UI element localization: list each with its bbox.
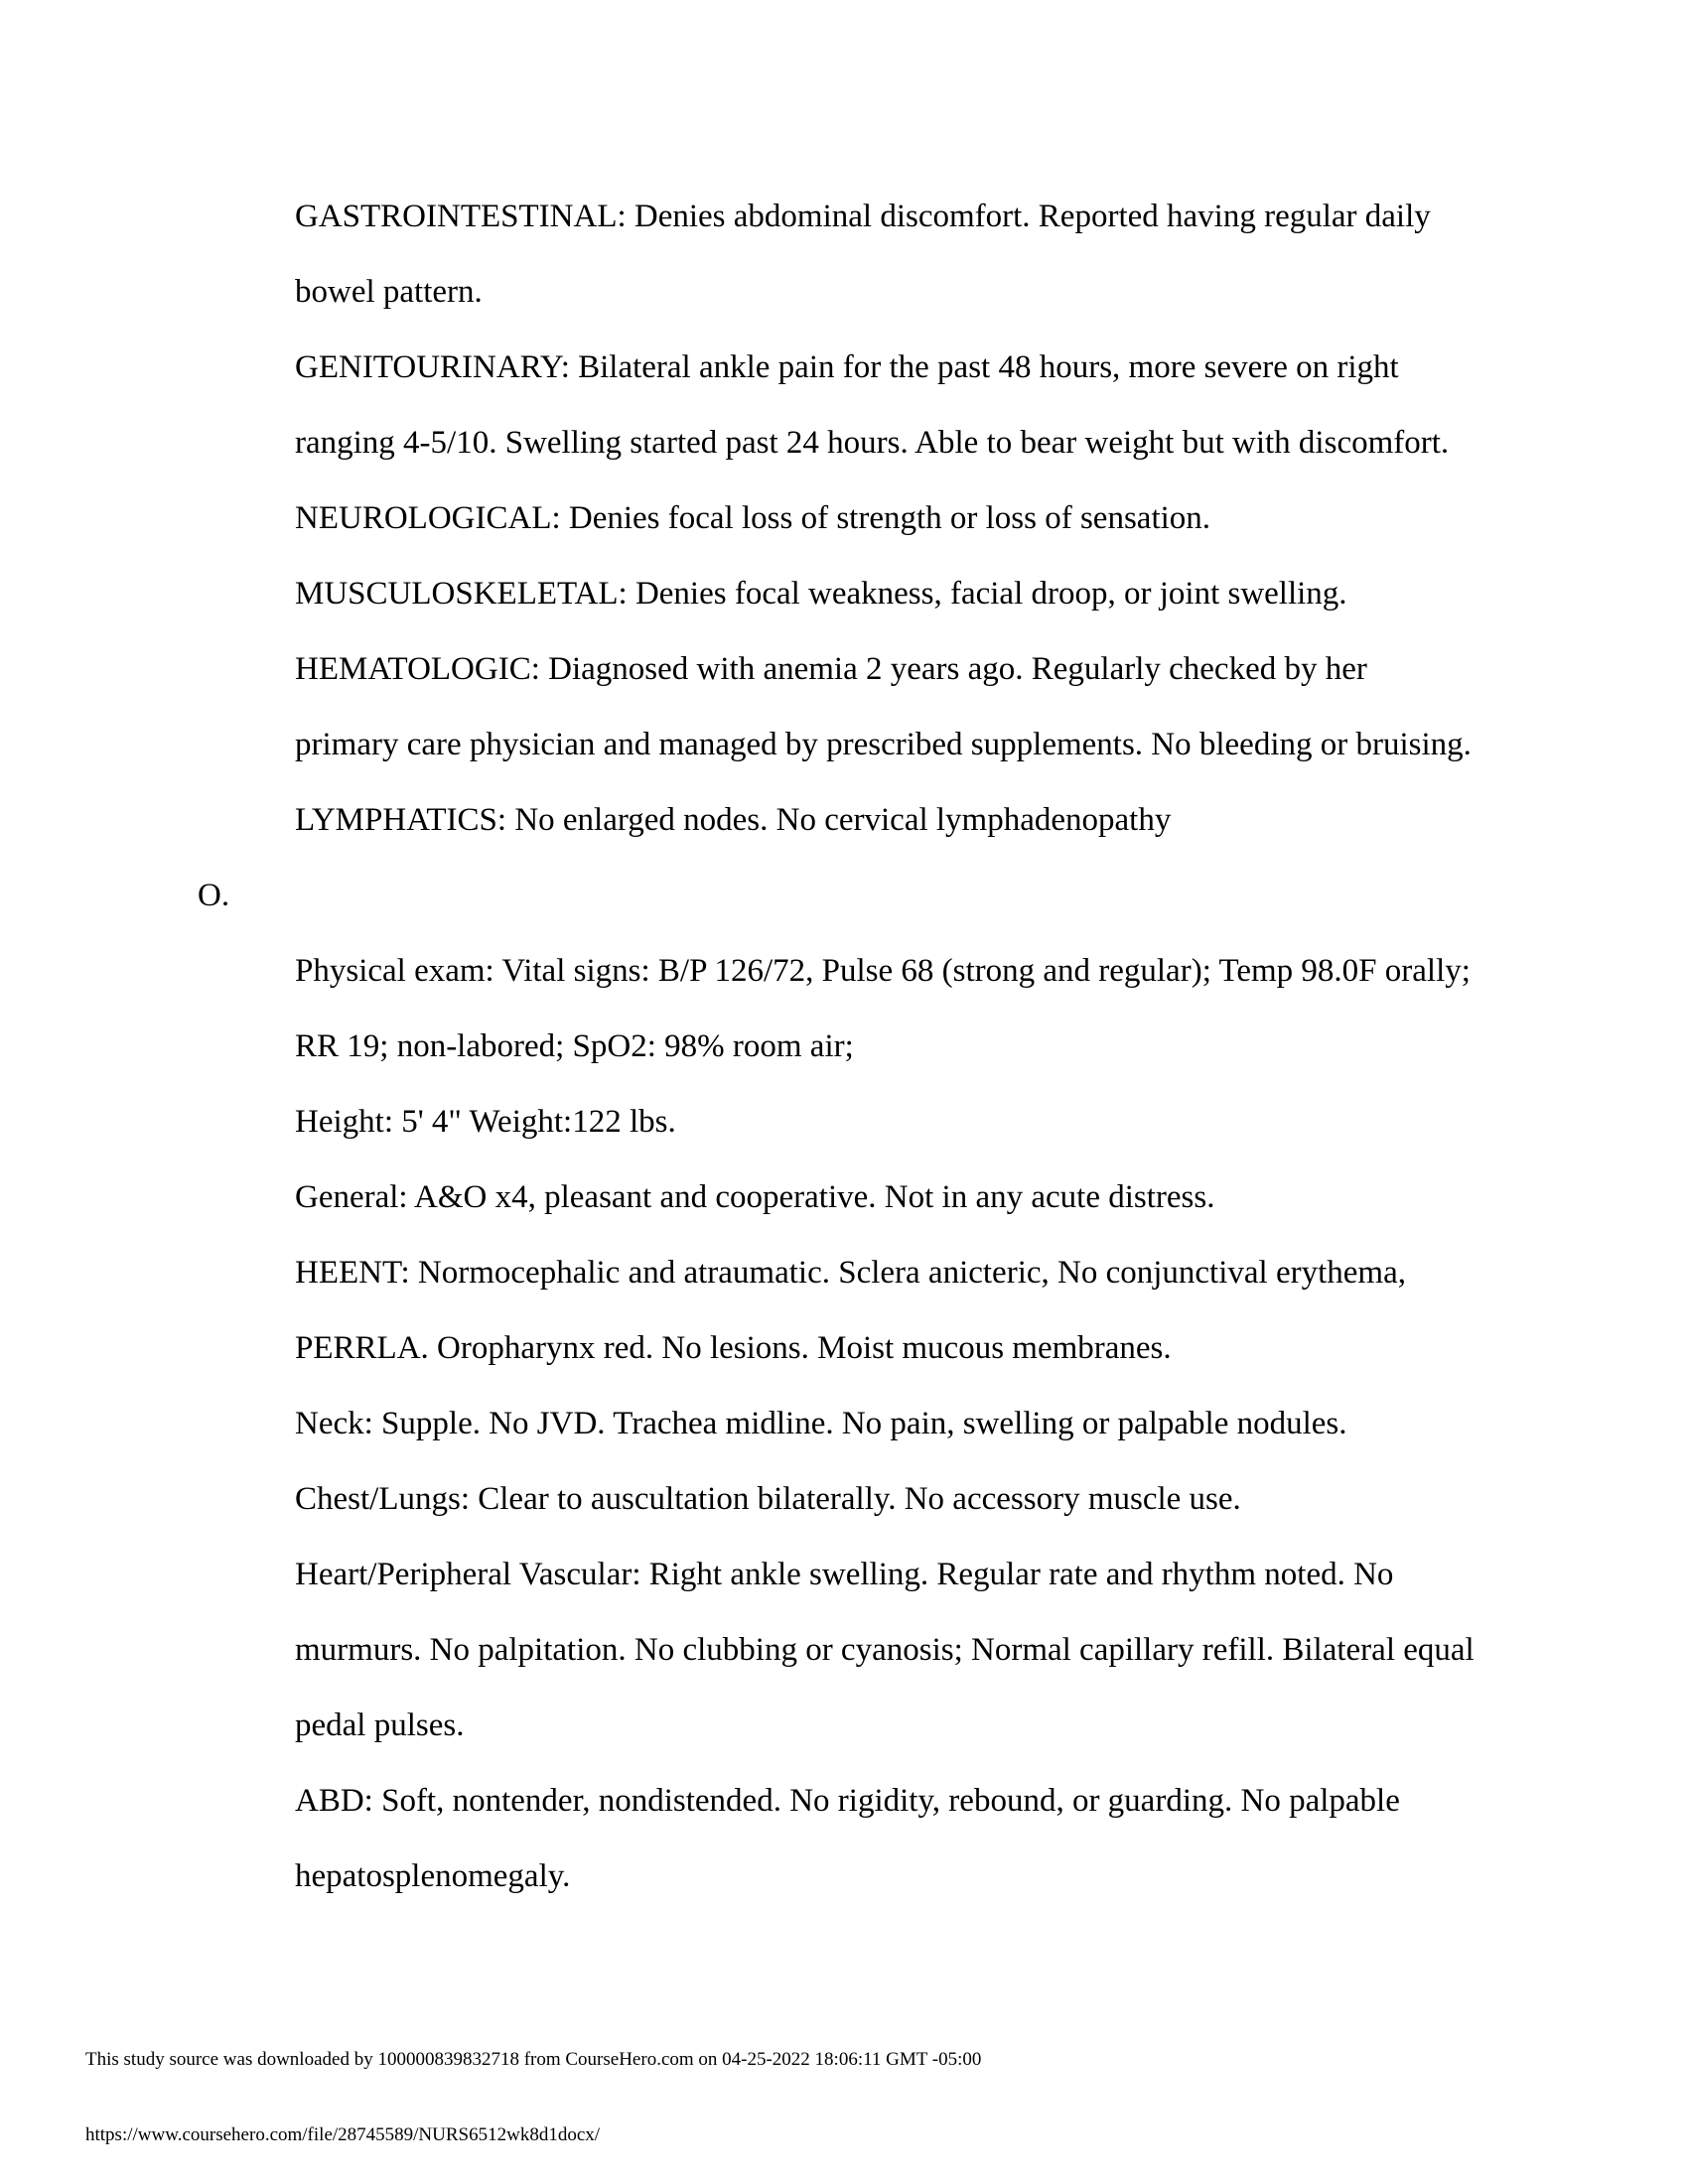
text-line: Height: 5' 4" Weight:122 lbs. — [295, 1104, 676, 1140]
download-note: This study source was downloaded by 100000839832718 from CourseHero.com on 04-25-2022 18:06:11 GMT -05:00 — [85, 2049, 982, 2070]
text-line: LYMPHATICS: No enlarged nodes. No cervical lymphadenopathy — [295, 802, 1172, 838]
text-line: hepatosplenomegaly. — [295, 1858, 571, 1894]
text-line: ranging 4-5/10. Swelling started past 24 hours. Able to bear weight but with discomfort. — [295, 425, 1450, 461]
text-line: HEMATOLOGIC: Diagnosed with anemia 2 years ago. Regularly checked by her — [295, 651, 1367, 687]
text-line: bowel pattern. — [295, 274, 483, 310]
text-line: GASTROINTESTINAL: Denies abdominal discomfort. Reported having regular daily — [295, 199, 1431, 234]
document-body — [0, 179, 1688, 1914]
text-line: primary care physician and managed by prescribed supplements. No bleeding or bruising. — [295, 727, 1472, 762]
text-line: MUSCULOSKELETAL: Denies focal weakness, facial droop, or joint swelling. — [295, 576, 1347, 612]
text-line: PERRLA. Oropharynx red. No lesions. Moist mucous membranes. — [295, 1330, 1172, 1366]
text-line: NEUROLOGICAL: Denies focal loss of strength or loss of sensation. — [295, 500, 1211, 536]
text-line: General: A&O x4, pleasant and cooperative. Not in any acute distress. — [295, 1179, 1215, 1215]
text-line: HEENT: Normocephalic and atraumatic. Sclera anicteric, No conjunctival erythema, — [295, 1255, 1406, 1291]
text-line: pedal pulses. — [295, 1707, 465, 1743]
text-line: Neck: Supple. No JVD. Trachea midline. No pain, swelling or palpable nodules. — [295, 1406, 1347, 1441]
text-line: RR 19; non-labored; SpO2: 98% room air; — [295, 1028, 854, 1064]
text-line: Physical exam: Vital signs: B/P 126/72, Pulse 68 (strong and regular); Temp 98.0F orally; — [295, 953, 1471, 989]
text-line: Heart/Peripheral Vascular: Right ankle swelling. Regular rate and rhythm noted. No — [295, 1557, 1394, 1592]
text-line: ABD: Soft, nontender, nondistended. No rigidity, rebound, or guarding. No palpable — [295, 1783, 1400, 1819]
text-line: Chest/Lungs: Clear to auscultation bilaterally. No accessory muscle use. — [295, 1481, 1241, 1517]
source-url[interactable]: https://www.coursehero.com/file/28745589/NURS6512wk8d1docx/ — [85, 2124, 601, 2145]
text-line: murmurs. No palpitation. No clubbing or cyanosis; Normal capillary refill. Bilateral equal — [295, 1632, 1475, 1668]
text-line: GENITOURINARY: Bilateral ankle pain for the past 48 hours, more severe on right — [295, 349, 1399, 385]
section-label: O. — [198, 878, 230, 913]
